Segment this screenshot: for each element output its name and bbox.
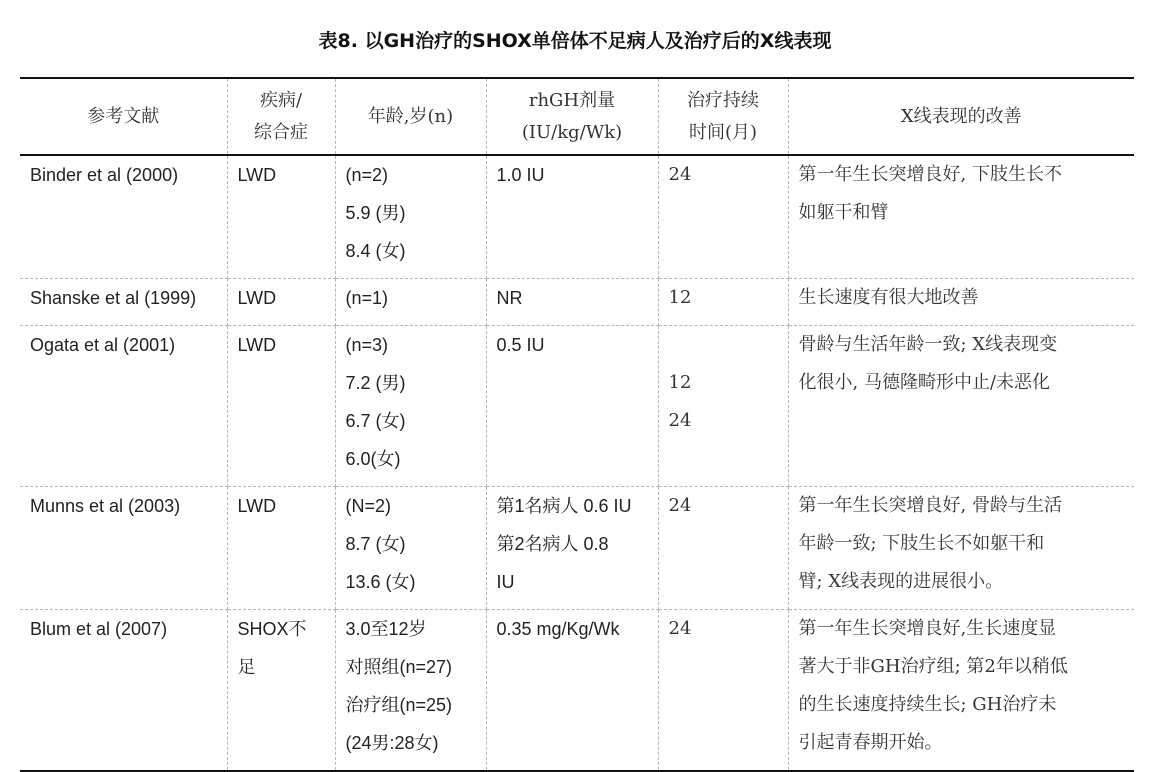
cell-duration-line: 12 (668, 372, 692, 393)
cell-xray-line: 骨龄与生活年龄一致; X线表现变 (798, 334, 1058, 355)
cell-xray-line: 化很小, 马德隆畸形中止/未恶化 (798, 372, 1051, 393)
cell-disease-line: LWD (237, 165, 277, 185)
cell-disease (227, 487, 335, 610)
cell-age (335, 326, 486, 487)
cell-xray (788, 487, 1134, 610)
cell-xray-line: 第一年生长突增良好, 下肢生长不 (798, 164, 1062, 185)
cell-reference-text: Shanske et al (1999) (30, 288, 197, 308)
cell-dose (486, 279, 658, 326)
cell-disease (227, 610, 335, 772)
header-duration (658, 78, 788, 155)
header-duration-line1: 治疗持续 (687, 89, 759, 111)
cell-age-line: (n=3) (345, 335, 389, 355)
cell-disease (227, 326, 335, 487)
cell-dose (486, 610, 658, 772)
header-age (335, 78, 486, 155)
cell-duration (658, 279, 788, 326)
cell-xray (788, 155, 1134, 279)
cell-reference-text: Ogata et al (2001) (30, 335, 176, 355)
cell-age (335, 279, 486, 326)
cell-age-line: 7.2 (男) (345, 373, 406, 393)
cell-duration-line: 12 (668, 287, 692, 308)
cell-duration-line: 24 (668, 495, 692, 516)
cell-disease-line: 足 (237, 657, 256, 677)
header-dose-line1: rhGH剂量 (528, 89, 616, 111)
cell-age-line: 8.7 (女) (345, 534, 406, 554)
header-xray (788, 78, 1134, 155)
cell-disease (227, 155, 335, 279)
cell-duration (658, 610, 788, 772)
header-reference (20, 78, 227, 155)
cell-dose-line: 0.35 mg/Kg/Wk (496, 619, 620, 639)
cell-duration (658, 155, 788, 279)
table-body (20, 155, 1134, 771)
cell-xray (788, 279, 1134, 326)
cell-dose (486, 155, 658, 279)
cell-age (335, 155, 486, 279)
cell-dose (486, 487, 658, 610)
cell-duration-line: 24 (668, 618, 692, 639)
cell-age (335, 487, 486, 610)
cell-xray-line: 第一年生长突增良好, 骨龄与生活 (798, 495, 1062, 516)
cell-reference-text: Binder et al (2000) (30, 165, 179, 185)
cell-age-line: (N=2) (345, 496, 392, 516)
cell-xray-line: 的生长速度持续生长; GH治疗未 (798, 694, 1057, 715)
header-dose-line2: (IU/kg/Wk) (521, 121, 623, 143)
table-row (20, 610, 1134, 772)
cell-xray (788, 610, 1134, 772)
table-caption: 表8. 以GH治疗的SHOX单倍体不足病人及治疗后的X线表现 (318, 30, 832, 52)
cell-xray-line: 第一年生长突增良好,生长速度显 (798, 618, 1057, 639)
cell-disease-line: LWD (237, 335, 277, 355)
cell-age-line: (n=1) (345, 288, 389, 308)
cell-duration-line (669, 331, 778, 369)
cell-age-line: (n=2) (345, 165, 389, 185)
cell-duration-line: 24 (668, 164, 692, 185)
cell-reference (20, 326, 227, 487)
cell-dose-line: IU (496, 572, 515, 592)
header-row (20, 78, 1134, 155)
cell-xray-line: 臂; X线表现的进展很小。 (798, 571, 1004, 592)
cell-reference-text: Blum et al (2007) (30, 619, 168, 639)
cell-xray (788, 326, 1134, 487)
cell-reference-text: Munns et al (2003) (30, 496, 181, 516)
cell-reference (20, 155, 227, 279)
table-row (20, 326, 1134, 487)
cell-duration (658, 487, 788, 610)
cell-xray-line: 著大于非GH治疗组; 第2年以稍低 (798, 656, 1068, 677)
table-row (20, 155, 1134, 279)
cell-age-line: 6.0(女) (345, 449, 401, 469)
cell-dose-line: NR (496, 288, 523, 308)
header-age-label: 年龄,岁(n) (367, 105, 454, 127)
header-disease (227, 78, 335, 155)
cell-duration-line: 24 (668, 410, 692, 431)
cell-age (335, 610, 486, 772)
cell-duration (658, 326, 788, 487)
header-dose (486, 78, 658, 155)
cell-disease (227, 279, 335, 326)
cell-dose-line: 第1名病人 0.6 IU (496, 496, 632, 516)
cell-age-line: 5.9 (男) (345, 203, 406, 223)
cell-xray-line: 年龄一致; 下肢生长不如躯干和 (798, 533, 1045, 554)
cell-xray-line: 引起青春期开始。 (798, 732, 943, 753)
cell-xray-line: 如躯干和臂 (798, 202, 889, 223)
table-row (20, 487, 1134, 610)
cell-disease-line: LWD (237, 288, 277, 308)
cell-age-line: 13.6 (女) (345, 572, 416, 592)
cell-age-line: 3.0至12岁 (345, 619, 427, 639)
cell-disease-line: LWD (237, 496, 277, 516)
cell-age-line: 6.7 (女) (345, 411, 406, 431)
cell-reference (20, 279, 227, 326)
cell-age-line: 8.4 (女) (345, 241, 406, 261)
header-xray-label: X线表现的改善 (900, 105, 1022, 127)
cell-reference (20, 610, 227, 772)
cell-age-line: 对照组(n=27) (345, 657, 453, 677)
cell-reference (20, 487, 227, 610)
data-table (20, 77, 1134, 772)
header-disease-line1: 疾病/ (259, 89, 303, 111)
header-disease-line2: 综合症 (254, 121, 308, 143)
cell-dose-line: 0.5 IU (496, 335, 545, 355)
header-reference-label: 参考文献 (87, 105, 160, 127)
cell-age-line: 治疗组(n=25) (345, 695, 453, 715)
cell-age-line: (24男:28女) (345, 733, 439, 753)
cell-xray-line: 生长速度有很大地改善 (798, 287, 979, 308)
header-duration-line2: 时间(月) (688, 121, 758, 143)
cell-disease-line: SHOX不 (237, 619, 307, 639)
cell-dose (486, 326, 658, 487)
cell-dose-line: 第2名病人 0.8 (496, 534, 609, 554)
table-row (20, 279, 1134, 326)
cell-dose-line: 1.0 IU (496, 165, 545, 185)
